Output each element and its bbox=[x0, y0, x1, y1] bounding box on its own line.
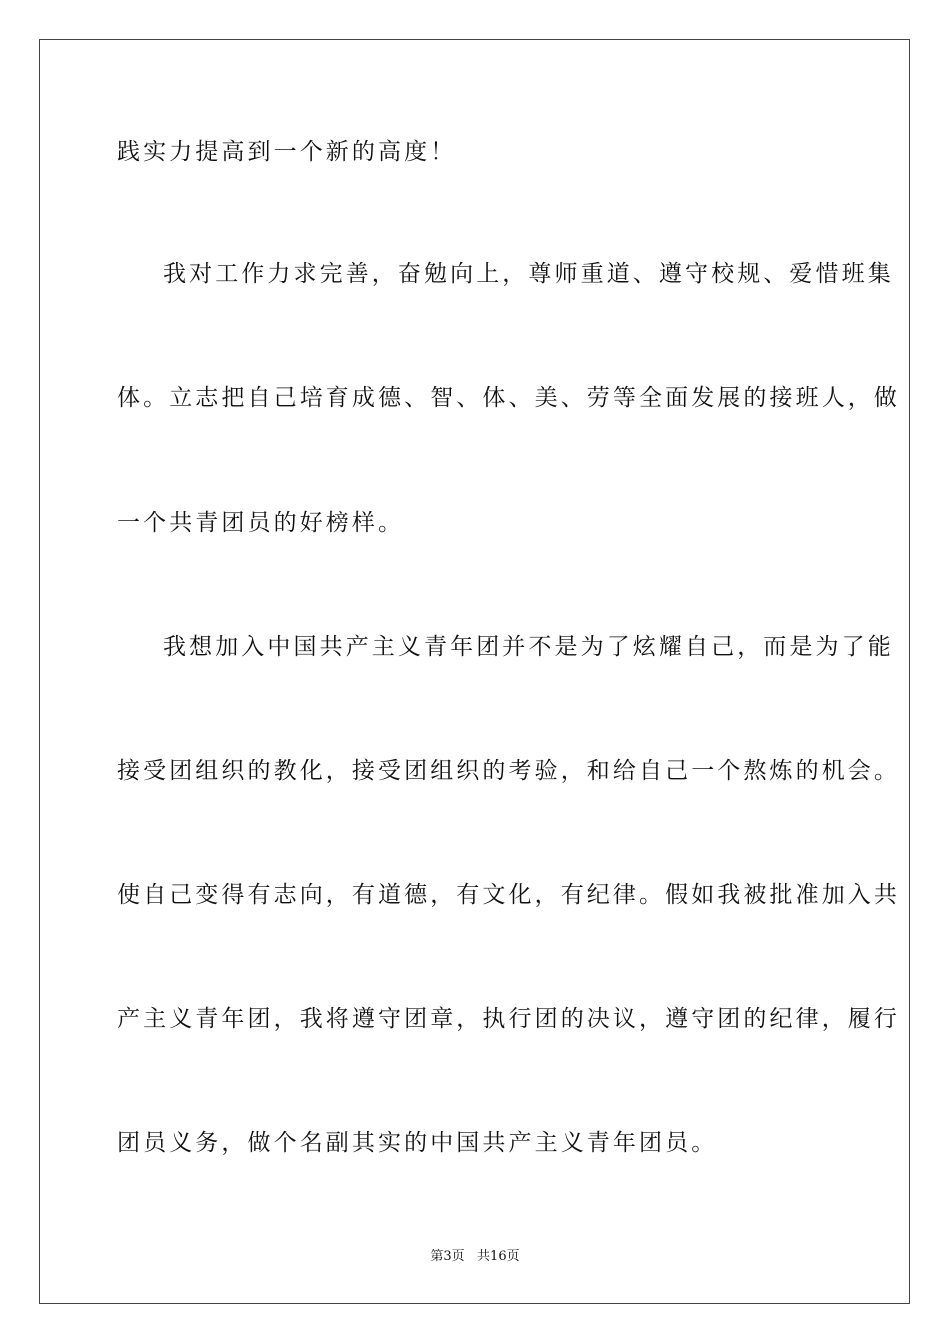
paragraph-start-line: 我对工作力求完善，奋勉向上，尊师重道、遵守校规、爱惜班集 bbox=[163, 261, 894, 287]
text-line: 产主义青年团，我将遵守团章，执行团的决议，遵守团的纪律，履行 bbox=[117, 1006, 900, 1032]
text-line: 使自己变得有志向，有道德，有文化，有纪律。假如我被批准加入共 bbox=[117, 882, 900, 908]
text-line: 接受团组织的教化，接受团组织的考验，和给自己一个熬炼的机会。 bbox=[117, 758, 900, 784]
text-line: 践实力提高到一个新的高度！ bbox=[117, 139, 457, 165]
text-line: 一个共青团员的好榜样。 bbox=[117, 510, 405, 536]
text-line: 团员义务，做个名副其实的中国共产主义青年团员。 bbox=[117, 1130, 718, 1156]
paragraph-start-line: 我想加入中国共产主义青年团并不是为了炫耀自己，而是为了能 bbox=[163, 634, 894, 660]
page-frame bbox=[39, 39, 910, 1304]
text-line: 体。立志把自己培育成德、智、体、美、劳等全面发展的接班人，做 bbox=[117, 385, 900, 411]
page-number-footer: 第3页 共16页 bbox=[430, 1249, 520, 1264]
